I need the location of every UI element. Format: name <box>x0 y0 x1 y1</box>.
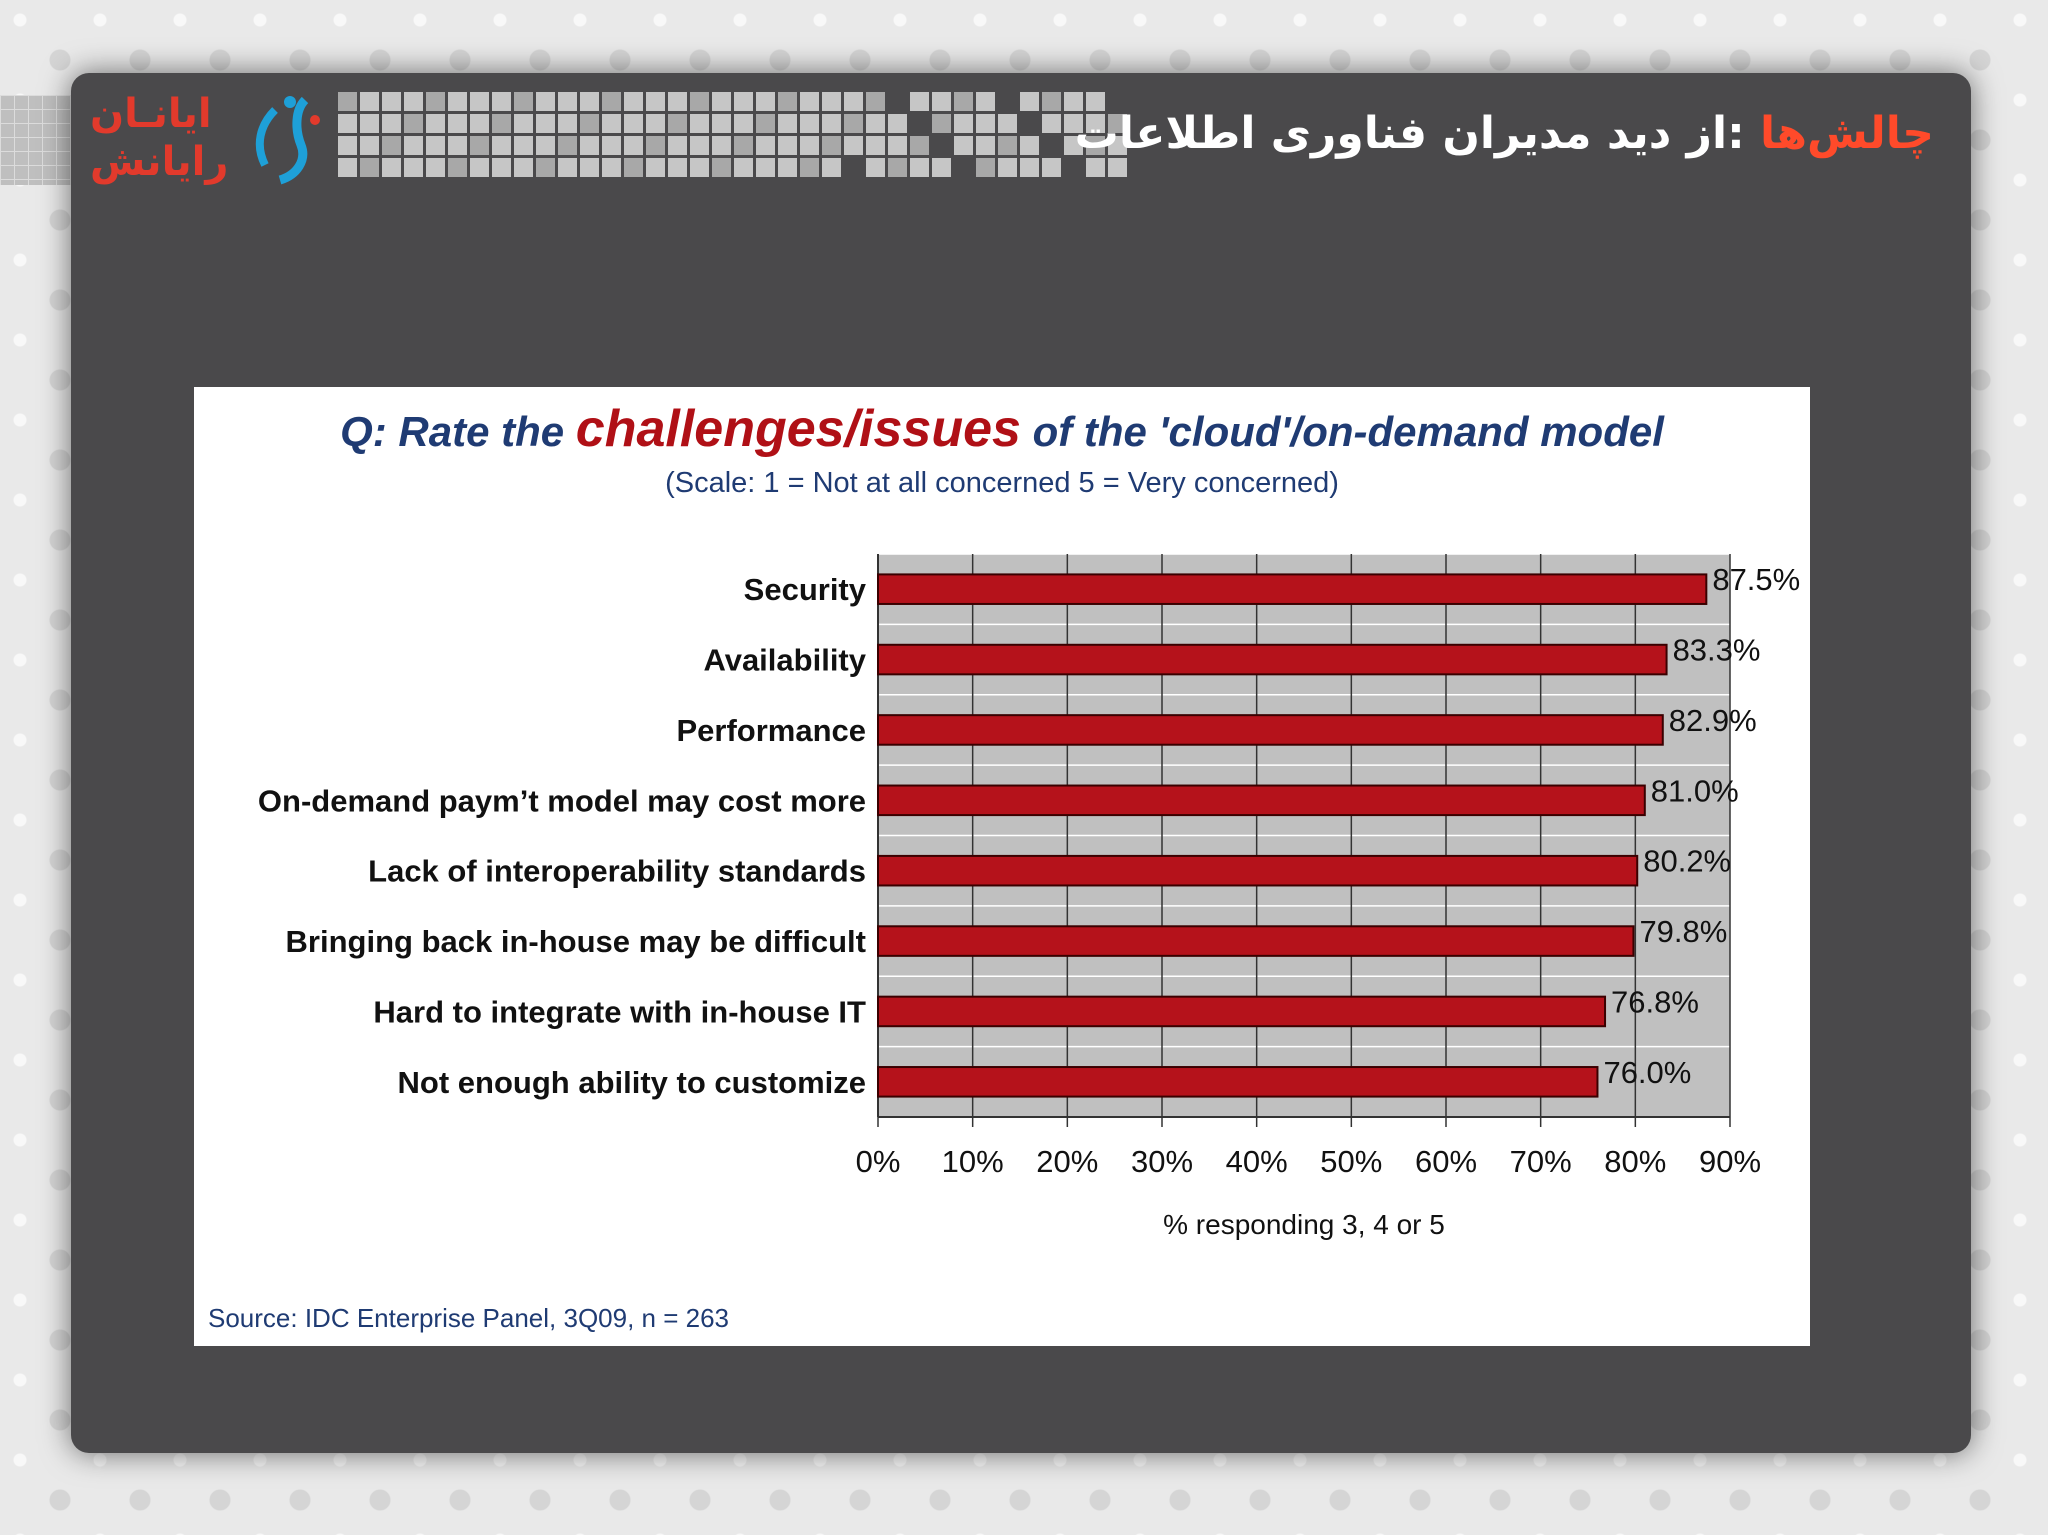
logo-line1: ایانـان <box>90 91 212 137</box>
x-tick-label: 60% <box>1414 1144 1478 1179</box>
x-tick-label: 40% <box>1225 1144 1288 1179</box>
x-tick-label: 20% <box>1036 1144 1099 1179</box>
data-label: 76.8% <box>1611 984 1699 1020</box>
bar-chart <box>194 387 1810 1287</box>
x-tick-label: 10% <box>941 1144 1004 1179</box>
bar <box>878 715 1663 745</box>
category-label: Performance <box>676 712 866 748</box>
category-label: Bringing back in-house may be difficult <box>285 924 866 960</box>
logo <box>90 90 330 190</box>
x-tick-label: 30% <box>1130 1144 1194 1179</box>
x-tick-label: 80% <box>1604 1144 1667 1179</box>
chart-panel <box>194 387 1810 1346</box>
bar <box>878 856 1637 886</box>
chart-title-prefix: Q: Rate the <box>340 408 576 455</box>
data-label: 81.0% <box>1650 773 1739 809</box>
chart-subtitle: (Scale: 1 = Not at all concerned 5 = Very concerned) <box>665 467 1339 499</box>
source-note: Source: IDC Enterprise Panel, 3Q09, n = 263 <box>208 1303 730 1333</box>
x-tick-label: 50% <box>1320 1144 1383 1179</box>
decorative-mosaic <box>338 92 1153 187</box>
category-label: Lack of interoperability standards <box>368 853 866 889</box>
chart-title-highlight: challenges/issues <box>575 400 1021 458</box>
data-label: 87.5% <box>1712 562 1801 598</box>
decorative-grid <box>0 95 75 185</box>
data-label: 83.3% <box>1672 632 1761 668</box>
slide-title-rest: :از دید مدیران فناوری اطلاعات <box>1074 108 1745 159</box>
data-label: 80.2% <box>1643 843 1732 879</box>
chart-title-suffix: of the 'cloud'/on-demand model <box>1020 408 1664 455</box>
category-label: Hard to integrate with in-house IT <box>373 994 866 1030</box>
category-label: Security <box>743 572 866 608</box>
category-label: Not enough ability to customize <box>397 1064 866 1100</box>
slide-title <box>1075 108 1934 159</box>
logo-emblem-icon <box>235 90 330 190</box>
logo-line2: رایانش <box>90 139 229 185</box>
category-label: Availability <box>703 642 866 678</box>
data-label: 79.8% <box>1639 914 1728 950</box>
slide-title-accent: چالش‌ها <box>1760 108 1934 159</box>
x-tick-label: 90% <box>1698 1144 1762 1179</box>
x-axis-title: % responding 3, 4 or 5 <box>1163 1209 1445 1240</box>
data-label: 82.9% <box>1668 702 1757 738</box>
bar <box>878 786 1645 816</box>
x-tick-label: 0% <box>855 1144 901 1179</box>
bar <box>878 997 1605 1027</box>
bar <box>878 926 1633 956</box>
bar <box>878 645 1667 675</box>
bar <box>878 1067 1597 1097</box>
bar <box>878 574 1706 604</box>
x-tick-label: 70% <box>1509 1144 1572 1179</box>
category-label: On-demand paym’t model may cost more <box>257 783 866 819</box>
data-label: 76.0% <box>1603 1054 1692 1090</box>
